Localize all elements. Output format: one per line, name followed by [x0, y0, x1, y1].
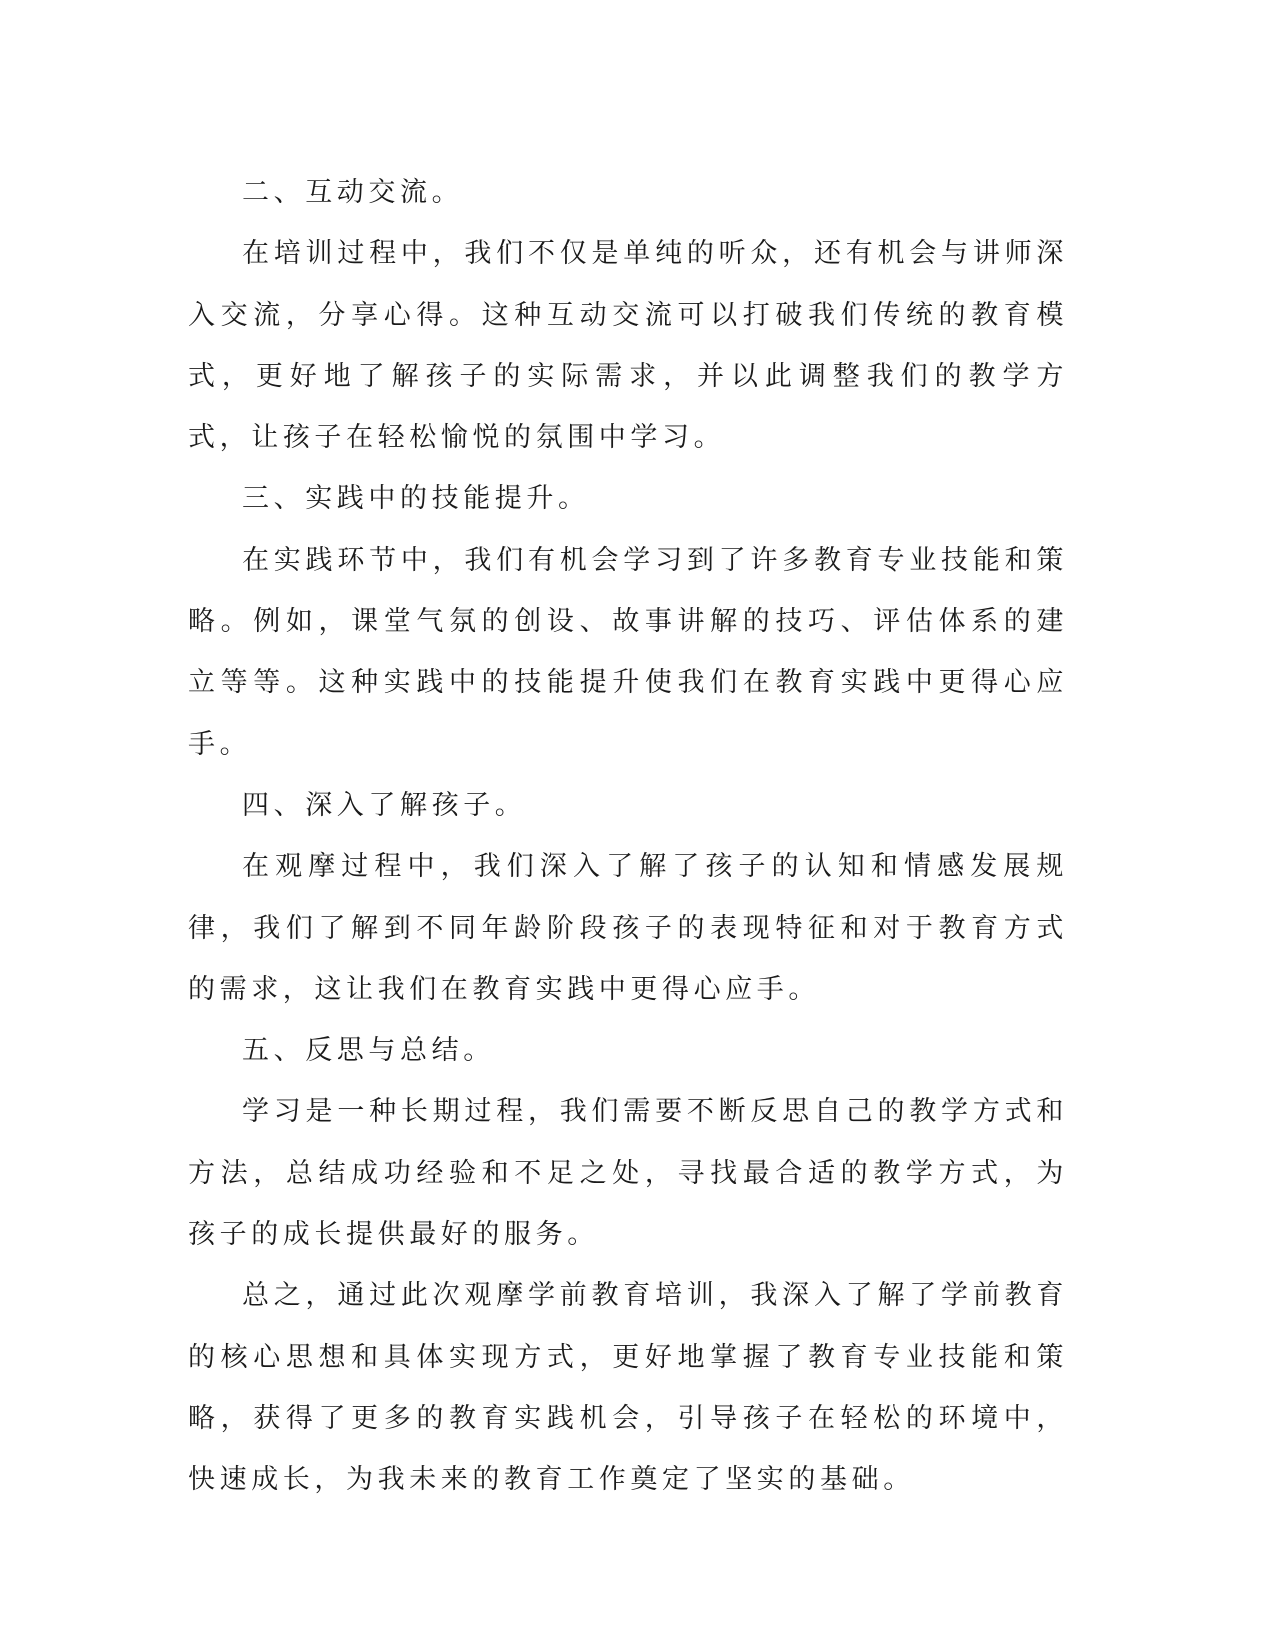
paragraph-conclusion: 总之，通过此次观摩学前教育培训，我深入了解了学前教育的核心思想和具体实现方式，更好地掌握了教育专业技能和策略，获得了更多的教育实践机会，引导孩子在轻松的环境中，快速成长，为我未来的教育工作奠定了坚实的基础。 — [188, 1280, 1068, 1496]
section-heading-reflection: 五、反思与总结。 — [242, 1035, 495, 1067]
section-heading-understand-children: 四、深入了解孩子。 — [242, 789, 527, 821]
paragraph-interaction: 在培训过程中，我们不仅是单纯的听众，还有机会与讲师深入交流，分享心得。这种互动交流可以打破我们传统的教育模式，更好地了解孩子的实际需求，并以此调整我们的教学方式，让孩子在轻松愉悦的氛围中学习。 — [188, 238, 1068, 454]
document-body — [188, 162, 1068, 1511]
paragraph-reflection: 学习是一种长期过程，我们需要不断反思自己的教学方式和方法，总结成功经验和不足之处，寻找最合适的教学方式，为孩子的成长提供最好的服务。 — [188, 1096, 1068, 1251]
paragraph-understand-children: 在观摩过程中，我们深入了解了孩子的认知和情感发展规律，我们了解到不同年龄阶段孩子的表现特征和对于教育方式的需求，这让我们在教育实践中更得心应手。 — [188, 851, 1068, 1005]
section-heading-interaction: 二、互动交流。 — [242, 177, 464, 208]
paragraph-practice-skills: 在实践环节中，我们有机会学习到了许多教育专业技能和策略。例如，课堂气氛的创设、故事讲解的技巧、评估体系的建立等等。这种实践中的技能提升使我们在教育实践中更得心应手。 — [188, 544, 1068, 760]
section-heading-practice-skills: 三、实践中的技能提升。 — [242, 483, 590, 515]
